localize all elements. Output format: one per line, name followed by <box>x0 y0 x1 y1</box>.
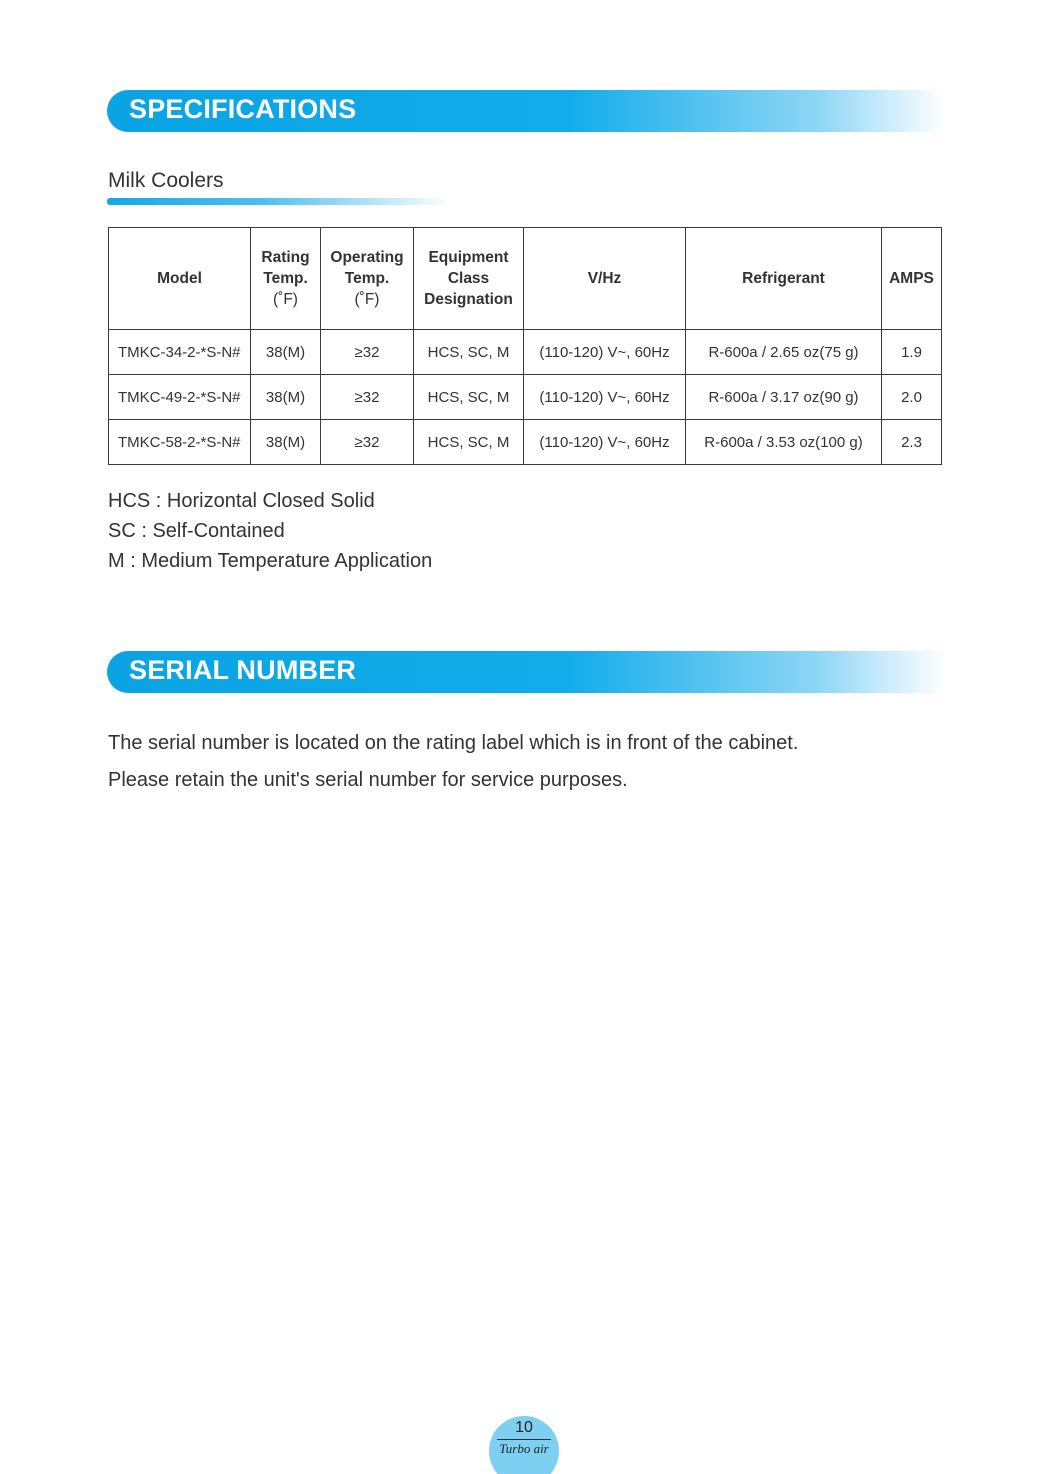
specifications-header <box>107 90 945 132</box>
cell-refrigerant: R-600a / 3.53 oz(100 g) <box>686 420 882 465</box>
note-sc: SC : Self-Contained <box>108 520 285 542</box>
note-m: M : Medium Temperature Application <box>108 550 433 572</box>
subtitle-underline <box>107 198 452 205</box>
cell-rating-temp: 38(M) <box>251 330 321 375</box>
header-equipment-class: Equipment Class Designation <box>414 228 524 330</box>
header-vhz: V/Hz <box>524 228 686 330</box>
header-refrigerant: Refrigerant <box>686 228 882 330</box>
footer-divider <box>497 1439 551 1440</box>
table-row <box>109 375 942 420</box>
serial-retain-text: Please retain the unit's serial number for service purposes. <box>108 769 628 791</box>
cell-equipment-class: HCS, SC, M <box>414 330 524 375</box>
milk-coolers-subtitle: Milk Coolers <box>108 169 224 192</box>
serial-number-header <box>107 651 945 693</box>
cell-amps: 2.0 <box>882 375 942 420</box>
cell-refrigerant: R-600a / 2.65 oz(75 g) <box>686 330 882 375</box>
cell-model: TMKC-34-2-*S-N# <box>109 330 251 375</box>
cell-vhz: (110-120) V~, 60Hz <box>524 375 686 420</box>
table-row <box>109 420 942 465</box>
specifications-table <box>108 227 942 465</box>
cell-vhz: (110-120) V~, 60Hz <box>524 330 686 375</box>
cell-model: TMKC-58-2-*S-N# <box>109 420 251 465</box>
table-row <box>109 330 942 375</box>
header-rating-temp: Rating Temp. (˚F) <box>251 228 321 330</box>
cell-operating-temp: ≥32 <box>321 330 414 375</box>
specifications-heading: SPECIFICATIONS <box>129 94 357 124</box>
cell-amps: 1.9 <box>882 330 942 375</box>
header-model: Model <box>109 228 251 330</box>
page-number: 10 <box>515 1419 533 1436</box>
cell-operating-temp: ≥32 <box>321 375 414 420</box>
table-header-row <box>109 228 942 330</box>
cell-vhz: (110-120) V~, 60Hz <box>524 420 686 465</box>
cell-equipment-class: HCS, SC, M <box>414 375 524 420</box>
header-operating-temp: Operating Temp. (˚F) <box>321 228 414 330</box>
brand-name: Turbo air <box>499 1441 549 1456</box>
header-amps: AMPS <box>882 228 942 330</box>
cell-operating-temp: ≥32 <box>321 420 414 465</box>
serial-number-heading: SERIAL NUMBER <box>129 655 357 685</box>
serial-location-text: The serial number is located on the rating label which is in front of the cabinet. <box>108 732 799 754</box>
cell-rating-temp: 38(M) <box>251 420 321 465</box>
note-hcs: HCS : Horizontal Closed Solid <box>108 490 375 512</box>
cell-equipment-class: HCS, SC, M <box>414 420 524 465</box>
cell-rating-temp: 38(M) <box>251 375 321 420</box>
cell-model: TMKC-49-2-*S-N# <box>109 375 251 420</box>
cell-amps: 2.3 <box>882 420 942 465</box>
cell-refrigerant: R-600a / 3.17 oz(90 g) <box>686 375 882 420</box>
abbreviation-notes <box>108 486 432 576</box>
